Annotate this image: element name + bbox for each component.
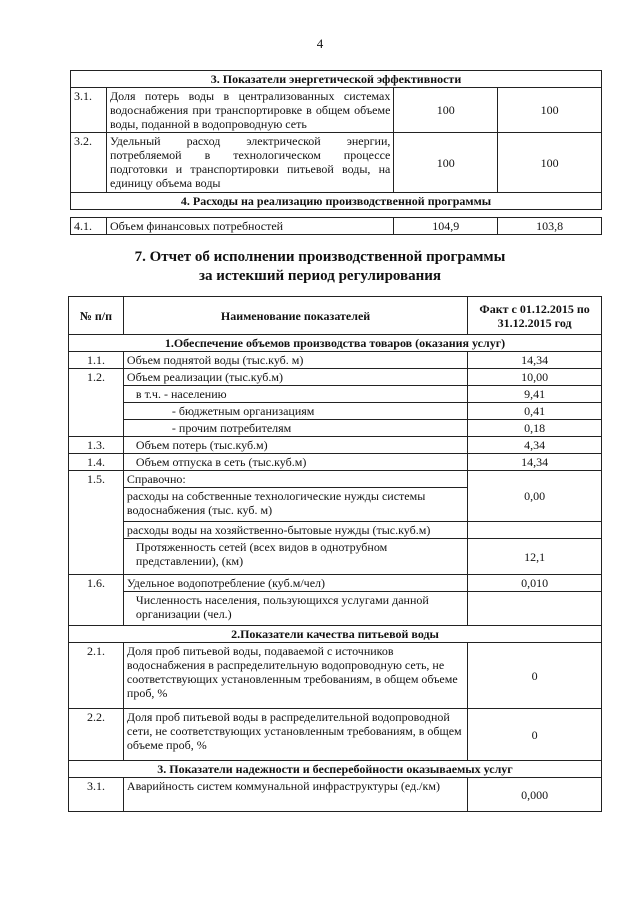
row-number-empty xyxy=(69,420,124,437)
row-number: 1.5. xyxy=(69,471,124,575)
row-value: 0 xyxy=(468,643,602,709)
row-name: Объем поднятой воды (тыс.куб. м) xyxy=(123,352,467,369)
table-row xyxy=(69,709,602,761)
spacer-row xyxy=(71,210,602,218)
row-name: Доля проб питьевой воды в распределительной водопроводной сети, не соответствующих установленным требованиям, в общем объеме проб, % xyxy=(123,709,467,761)
table-row xyxy=(69,454,602,471)
row-value-1: 104,9 xyxy=(394,218,498,235)
row-value: 0,000 xyxy=(468,778,602,812)
table-row xyxy=(69,420,602,437)
header-fact: Факт с 01.12.2015 по 31.12.2015 год xyxy=(468,297,602,335)
page-number: 4 xyxy=(316,36,324,51)
section3-title: 3. Показатели энергетической эффективности xyxy=(71,71,602,88)
section7-title-line2: за истекший период регулирования xyxy=(198,268,442,284)
row-name: расходы воды на хозяйственно-бытовые нужды (тыс.куб.м) xyxy=(123,522,467,539)
row-value: 0,18 xyxy=(468,420,602,437)
table-row xyxy=(69,437,602,454)
table-row xyxy=(69,403,602,420)
row-number: 3.2. xyxy=(71,133,107,193)
row-name: Доля проб питьевой воды, подаваемой с источников водоснабжения в распределительную водопроводную сеть, не соответствующих установленным требованиям, в общем объеме проб, % xyxy=(123,643,467,709)
section3-row xyxy=(69,761,602,778)
row-value: 0,00 xyxy=(468,471,602,522)
row-name: Протяженность сетей (всех видов в однотрубном представлении), (км) xyxy=(123,539,467,575)
section4-title: 4. Расходы на реализацию производственной программы xyxy=(71,193,602,210)
row-name: Объем потерь (тыс.куб.м) xyxy=(123,437,467,454)
row-name: - бюджетным организациям xyxy=(123,403,467,420)
row-value-2: 100 xyxy=(498,133,602,193)
row-number-empty xyxy=(69,403,124,420)
row-value: 10,00 xyxy=(468,369,602,386)
row-value: 12,1 xyxy=(468,539,602,575)
row-value-empty xyxy=(468,592,602,626)
table-row xyxy=(69,575,602,592)
table-row xyxy=(69,539,602,575)
row-number: 2.1. xyxy=(69,643,124,709)
section1-title: 1.Обеспечение объемов производства товаров (оказания услуг) xyxy=(69,335,602,352)
row-number: 1.2. xyxy=(69,369,124,386)
spacer-cell xyxy=(71,210,602,218)
table-row xyxy=(69,471,602,488)
row-name: Аварийность систем коммунальной инфраструктуры (ед./км) xyxy=(123,778,467,812)
row-name: Объем реализации (тыс.куб.м) xyxy=(123,369,467,386)
table-row xyxy=(69,643,602,709)
section3-row xyxy=(71,71,602,88)
row-name: Численность населения, пользующихся услугами данной организации (чел.) xyxy=(123,592,467,626)
row-value: 0,41 xyxy=(468,403,602,420)
row-name: Объем отпуска в сеть (тыс.куб.м) xyxy=(123,454,467,471)
row-name: - прочим потребителям xyxy=(123,420,467,437)
row-number: 1.3. xyxy=(69,437,124,454)
table-row xyxy=(71,88,602,133)
table-row xyxy=(69,369,602,386)
row-value-2: 100 xyxy=(498,88,602,133)
header-num: № п/п xyxy=(69,297,124,335)
row-number: 3.1. xyxy=(71,88,107,133)
section2-title: 2.Показатели качества питьевой воды xyxy=(69,626,602,643)
header-name: Наименование показателей xyxy=(123,297,467,335)
row-name: Объем финансовых потребностей xyxy=(106,218,393,235)
top-table xyxy=(70,70,602,235)
row-value-empty xyxy=(468,522,602,539)
row-number: 1.4. xyxy=(69,454,124,471)
row-value: 0,010 xyxy=(468,575,602,592)
row-value-1: 100 xyxy=(394,133,498,193)
row-name: Доля потерь воды в централизованных системах водоснабжения при транспортировке в общем объеме воды, поданной в водопроводную сеть xyxy=(106,88,393,133)
table-row xyxy=(71,133,602,193)
section1-row xyxy=(69,335,602,352)
table-row xyxy=(69,778,602,812)
table-row xyxy=(69,352,602,369)
row-number-empty xyxy=(69,386,124,403)
table-row xyxy=(69,386,602,403)
section7-title-line1: 7. Отчет об исполнении производственной программы xyxy=(134,249,506,265)
row-number: 2.2. xyxy=(69,709,124,761)
table-row xyxy=(69,522,602,539)
row-value: 0 xyxy=(468,709,602,761)
row-value: 14,34 xyxy=(468,352,602,369)
table-row xyxy=(69,592,602,626)
row-value-2: 103,8 xyxy=(498,218,602,235)
row-number: 3.1. xyxy=(69,778,124,812)
row-name: в т.ч. - населению xyxy=(123,386,467,403)
row-number: 1.6. xyxy=(69,575,124,626)
row-value: 4,34 xyxy=(468,437,602,454)
row-name: Удельное водопотребление (куб.м/чел) xyxy=(123,575,467,592)
row-number: 4.1. xyxy=(71,218,107,235)
section4-row xyxy=(71,193,602,210)
row-name: расходы на собственные технологические нужды системы водоснабжения (тыс. куб. м) xyxy=(123,488,467,522)
row-name: Удельный расход электрической энергии, потребляемой в технологическом процессе подготовки и транспортировки питьевой воды, на единицу объема воды xyxy=(106,133,393,193)
section2-row xyxy=(69,626,602,643)
row-value-1: 100 xyxy=(394,88,498,133)
header-row xyxy=(69,297,602,335)
row-number: 1.1. xyxy=(69,352,124,369)
row-value: 9,41 xyxy=(468,386,602,403)
section3-title: 3. Показатели надежности и бесперебойности оказываемых услуг xyxy=(69,761,602,778)
table-row xyxy=(71,218,602,235)
main-table xyxy=(68,296,602,812)
row-name: Справочно: xyxy=(123,471,467,488)
row-value: 14,34 xyxy=(468,454,602,471)
